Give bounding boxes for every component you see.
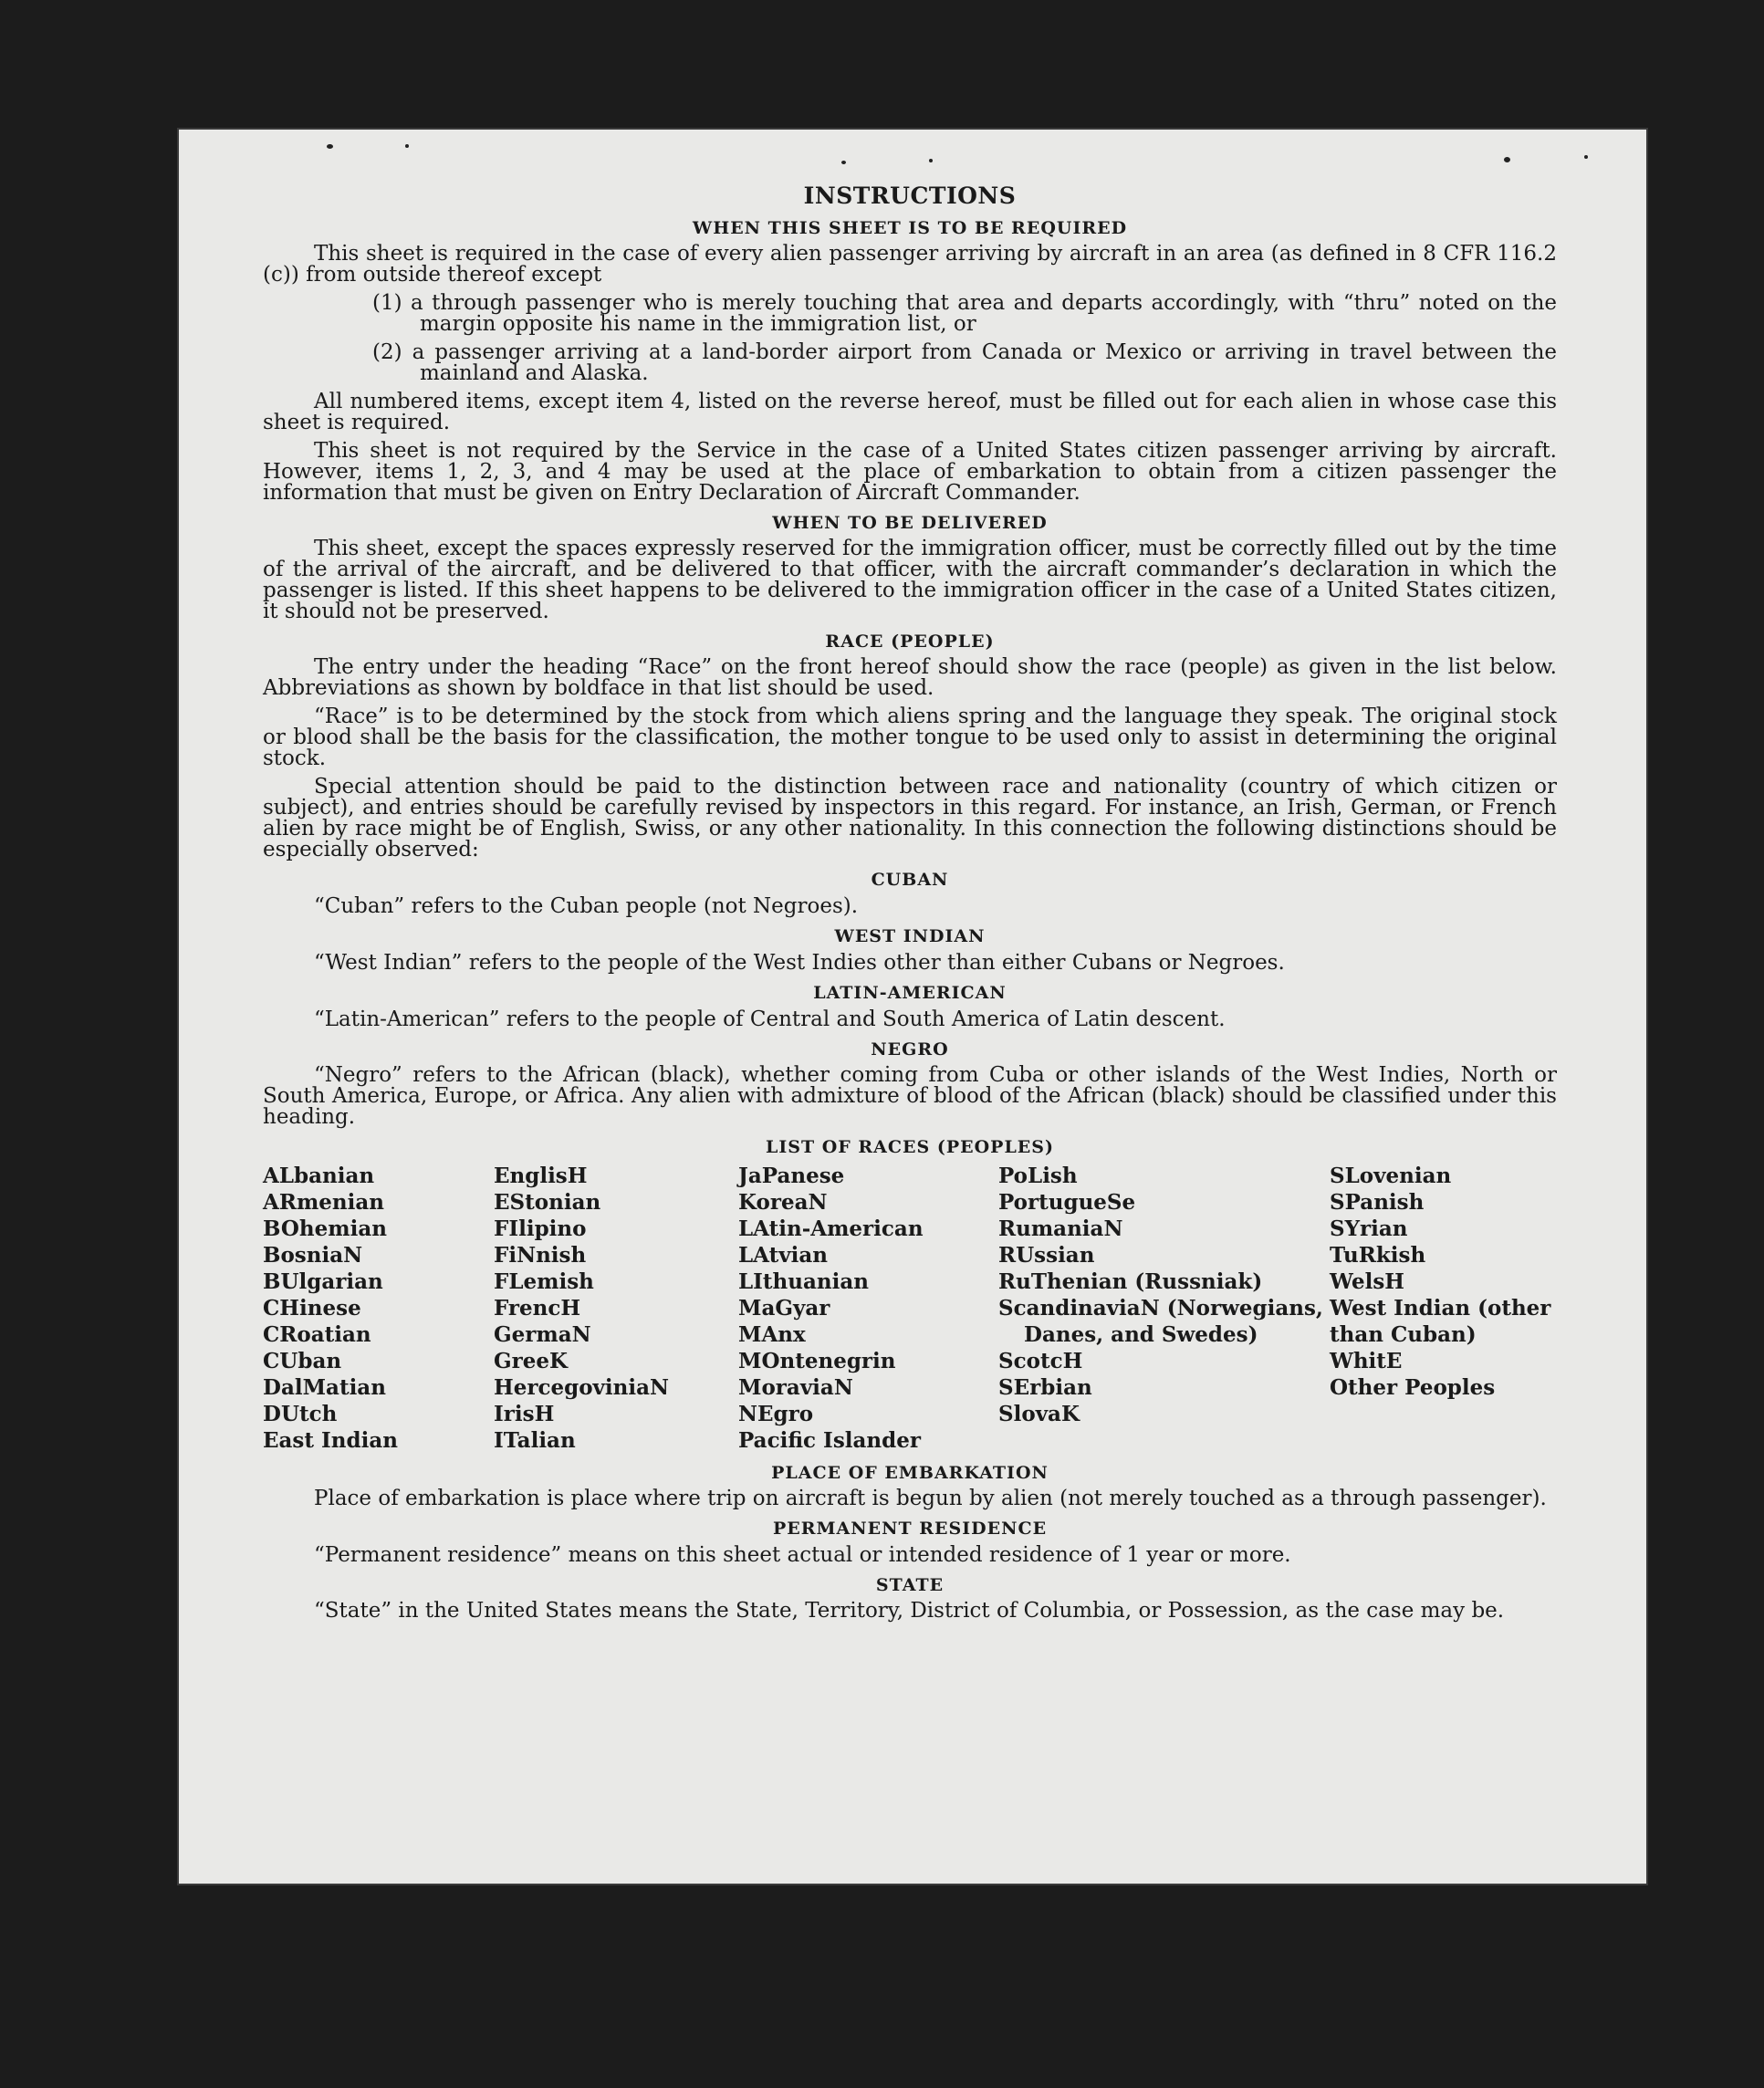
race-item: GreeK (494, 1349, 569, 1373)
race-item: CUban (263, 1349, 342, 1373)
race-item: CRoatian (263, 1322, 371, 1347)
heading-when-required: WHEN THIS SHEET IS TO BE REQUIRED (692, 218, 1128, 238)
race-item: BosniaN (263, 1243, 363, 1268)
race-item: NEgro (738, 1402, 814, 1426)
race-column (263, 1163, 494, 1454)
heading-residence: PERMANENT RESIDENCE (772, 1519, 1048, 1539)
document-body (263, 183, 1557, 1629)
race-item: CHinese (263, 1296, 361, 1321)
paragraph: All numbered items, except item 4, listed on the reverse hereof, must be filled out for each alien in whose case this sheet is required. (263, 390, 1557, 434)
document-page (179, 130, 1646, 1884)
race-item: ScandinaviaN (Norwegians, Danes, and Swedes) (998, 1296, 1323, 1347)
ink-speck (327, 144, 333, 149)
race-item: LIthuanian (738, 1269, 869, 1294)
race-item: EnglisH (494, 1164, 588, 1188)
paragraph: “State” in the United States means the State, Territory, District of Columbia, or Possession, as the case may be. (314, 1599, 1505, 1623)
race-item: DalMatian (263, 1375, 386, 1400)
race-column (738, 1163, 998, 1454)
race-item: MaGyar (738, 1296, 830, 1321)
heading-negro: NEGRO (871, 1039, 949, 1060)
paragraph: “West Indian” refers to the people of the West Indies other than either Cubans or Negroes. (314, 951, 1285, 975)
race-item: LAtvian (738, 1243, 828, 1268)
race-list (263, 1163, 1557, 1454)
heading-embarkation: PLACE OF EMBARKATION (771, 1463, 1049, 1483)
heading-west-indian: WEST INDIAN (834, 926, 986, 946)
race-item: ARmenian (263, 1190, 385, 1215)
race-item: MOntenegrin (738, 1349, 896, 1373)
race-item: FrencH (494, 1296, 581, 1321)
page-title: INSTRUCTIONS (803, 183, 1017, 209)
paragraph: This sheet is required in the case of every alien passenger arriving by aircraft in an area (as defined in 8 CFR 116.2 (c)) from outside thereof except (263, 242, 1557, 287)
paragraph: “Race” is to be determined by the stock from which aliens spring and the language they speak. The original stock or blood shall be the basis for the classification, the mother tongue to be used only to assist in determining the original stock. (263, 705, 1557, 770)
heading-state: STATE (875, 1575, 945, 1595)
race-item: Pacific Islander (738, 1428, 921, 1453)
paragraph: “Latin-American” refers to the people of Central and South America of Latin descent. (314, 1007, 1226, 1031)
race-column (998, 1163, 1330, 1454)
heading-latin-american: LATIN-AMERICAN (813, 983, 1007, 1003)
race-item: RUssian (998, 1243, 1095, 1268)
race-item: MoraviaN (738, 1375, 853, 1400)
race-item: IrisH (494, 1402, 555, 1426)
race-item: RuThenian (Russniak) (998, 1269, 1263, 1294)
race-item: WelsH (1330, 1269, 1405, 1294)
race-item: West Indian (other than Cuban) (1330, 1296, 1551, 1347)
list-item: (1) a through passenger who is merely touching that area and departs accordingly, with “thru” noted on the margin opposite his name in the immigration list, or (372, 291, 1557, 336)
race-item: WhitE (1330, 1349, 1403, 1373)
ink-speck (929, 159, 933, 162)
race-item: ALbanian (263, 1164, 375, 1188)
race-item: PoLish (998, 1164, 1078, 1188)
race-item: SErbian (998, 1375, 1092, 1400)
paragraph: Place of embarkation is place where trip on aircraft is begun by alien (not merely touched as a through passenger). (314, 1487, 1547, 1510)
race-item: East Indian (263, 1428, 398, 1453)
race-item: Other Peoples (1330, 1375, 1496, 1400)
race-item: LAtin-American (738, 1216, 924, 1241)
paragraph: “Permanent residence” means on this sheet actual or intended residence of 1 year or more. (314, 1543, 1291, 1567)
heading-list-of-races: LIST OF RACES (PEOPLES) (766, 1137, 1054, 1157)
paragraph: This sheet is not required by the Service in the case of a United States citizen passenger arriving by aircraft. However, items 1, 2, 3, and 4 may be used at the place of embarkation to obtain from a citizen passenger the information that must be given on Entry Declaration of Aircraft Commander. (263, 439, 1557, 505)
race-item: FLemish (494, 1269, 594, 1294)
race-item: RumaniaN (998, 1216, 1123, 1241)
race-item: FiNnish (494, 1243, 587, 1268)
race-item: BUlgarian (263, 1269, 383, 1294)
race-item: FIlipino (494, 1216, 587, 1241)
ink-speck (1584, 155, 1588, 159)
race-item: EStonian (494, 1190, 601, 1215)
race-column (494, 1163, 738, 1454)
race-column (1330, 1163, 1557, 1454)
race-item: DUtch (263, 1402, 338, 1426)
paragraph: “Negro” refers to the African (black), whether coming from Cuba or other islands of the West Indies, North or South America, Europe, or Africa. Any alien with admixture of blood of the African (black) should be classified under this heading. (263, 1063, 1557, 1129)
race-item: MAnx (738, 1322, 806, 1347)
race-item: SYrian (1330, 1216, 1408, 1241)
race-item: SLovenian (1330, 1164, 1452, 1188)
race-item: HercegoviniaN (494, 1375, 670, 1400)
list-item: (2) a passenger arriving at a land-border airport from Canada or Mexico or arriving in travel between the mainland and Alaska. (372, 340, 1557, 385)
race-item: PortugueSe (998, 1190, 1136, 1215)
race-item: ScotcH (998, 1349, 1083, 1373)
race-item: TuRkish (1330, 1243, 1426, 1268)
paragraph: Special attention should be paid to the distinction between race and nationality (country of which citizen or subject), and entries should be carefully revised by inspectors in this regard. For instance, an Irish, German, or French alien by race might be of English, Swiss, or any other nationality. In this connection the following distinctions should be especially observed: (263, 775, 1557, 861)
ink-speck (405, 144, 409, 148)
race-item: GermaN (494, 1322, 591, 1347)
race-item: SPanish (1330, 1190, 1425, 1215)
race-item: BOhemian (263, 1216, 387, 1241)
race-item: JaPanese (738, 1164, 845, 1188)
heading-when-delivered: WHEN TO BE DELIVERED (772, 513, 1048, 533)
race-item: SlovaK (998, 1402, 1080, 1426)
paragraph: “Cuban” refers to the Cuban people (not Negroes). (314, 894, 859, 918)
paragraph: The entry under the heading “Race” on the front hereof should show the race (people) as given in the list below. Abbreviations as shown by boldface in that list should be used. (263, 655, 1557, 700)
race-item: ITalian (494, 1428, 576, 1453)
race-item: KoreaN (738, 1190, 828, 1215)
paragraph: This sheet, except the spaces expressly reserved for the immigration officer, must be correctly filled out by the time of the arrival of the aircraft, and be delivered to that officer, with the aircraft commander’s declaration in which the passenger is listed. If this sheet happens to be delivered to the immigration officer in the case of a United States citizen, it should not be preserved. (263, 537, 1557, 623)
ink-speck (1504, 157, 1510, 162)
heading-race: RACE (PEOPLE) (825, 632, 995, 652)
heading-cuban: CUBAN (871, 870, 949, 890)
ink-speck (841, 161, 846, 164)
